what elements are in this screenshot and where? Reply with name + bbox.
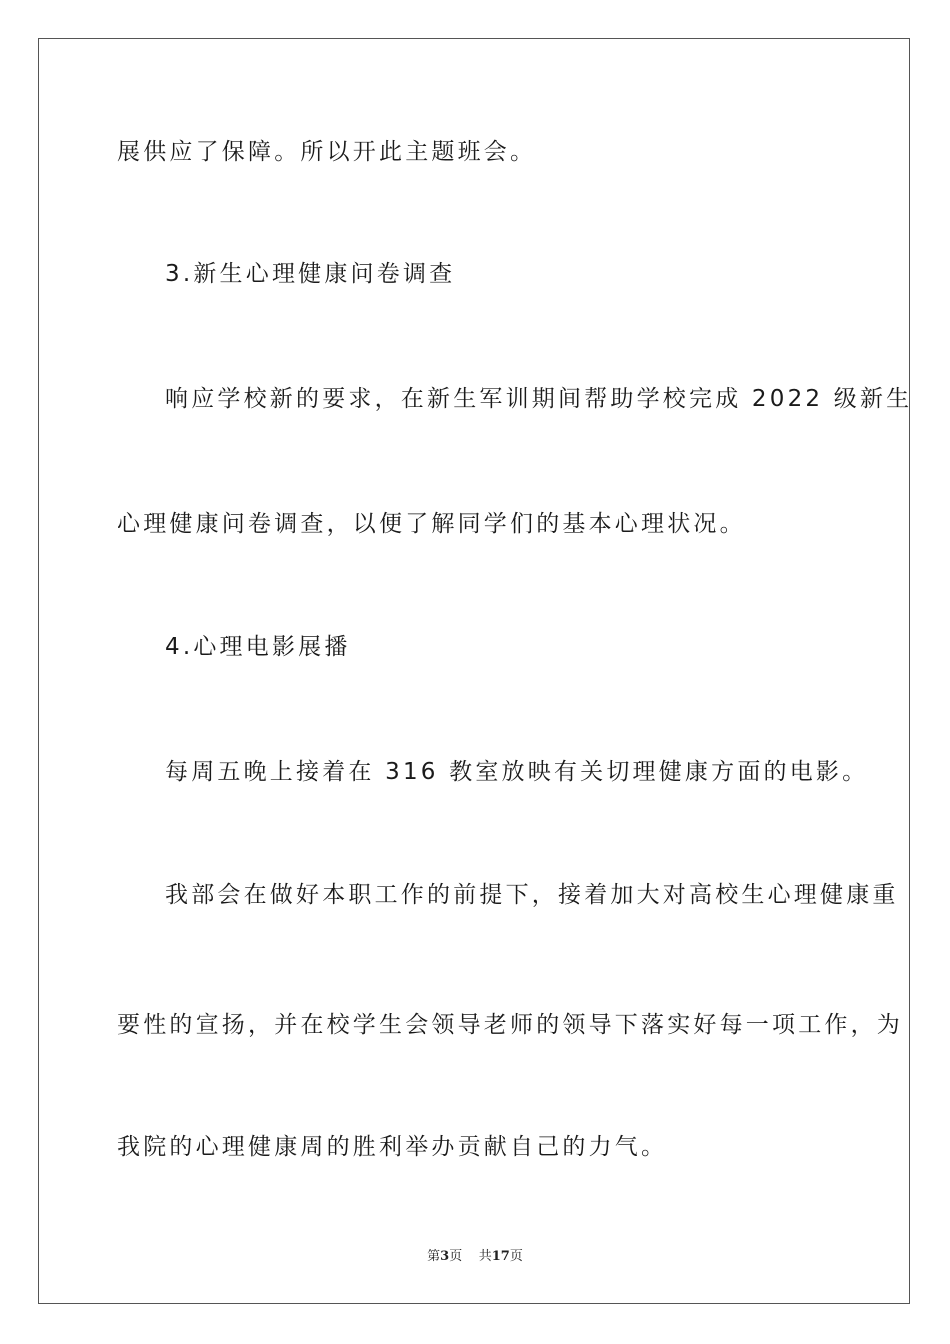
footer-total-prefix: 共: [478, 1249, 492, 1264]
footer-page-word: 页: [449, 1249, 463, 1264]
page-footer: [0, 1248, 950, 1266]
footer-total-suffix: 页: [509, 1249, 523, 1264]
paragraph-line: 展供应了保障。所以开此主题班会。: [117, 139, 537, 165]
paragraph-line: 我院的心理健康周的胜利举办贡献自己的力气。: [117, 1134, 668, 1160]
paragraph-line: 响应学校新的要求，在新生军训期间帮助学校完成 2022 级新生: [165, 386, 913, 412]
paragraph-line: 心理健康问卷调查，以便了解同学们的基本心理状况。: [117, 511, 746, 537]
total-page-count: 17: [491, 1249, 510, 1264]
page-border: [38, 38, 913, 1304]
paragraph-line: 每周五晚上接着在 316 教室放映有关切理健康方面的电影。: [165, 759, 869, 785]
paragraph-line: 要性的宣扬，并在校学生会领导老师的领导下落实好每一项工作，为: [117, 1012, 903, 1038]
paragraph-line: 我部会在做好本职工作的前提下，接着加大对高校生心理健康重: [165, 882, 899, 908]
current-page-number: 3: [440, 1249, 450, 1264]
section-heading-3: 3.新生心理健康问卷调查: [165, 261, 456, 287]
footer-prefix: 第: [427, 1249, 441, 1264]
section-heading-4: 4.心理电影展播: [165, 634, 351, 660]
